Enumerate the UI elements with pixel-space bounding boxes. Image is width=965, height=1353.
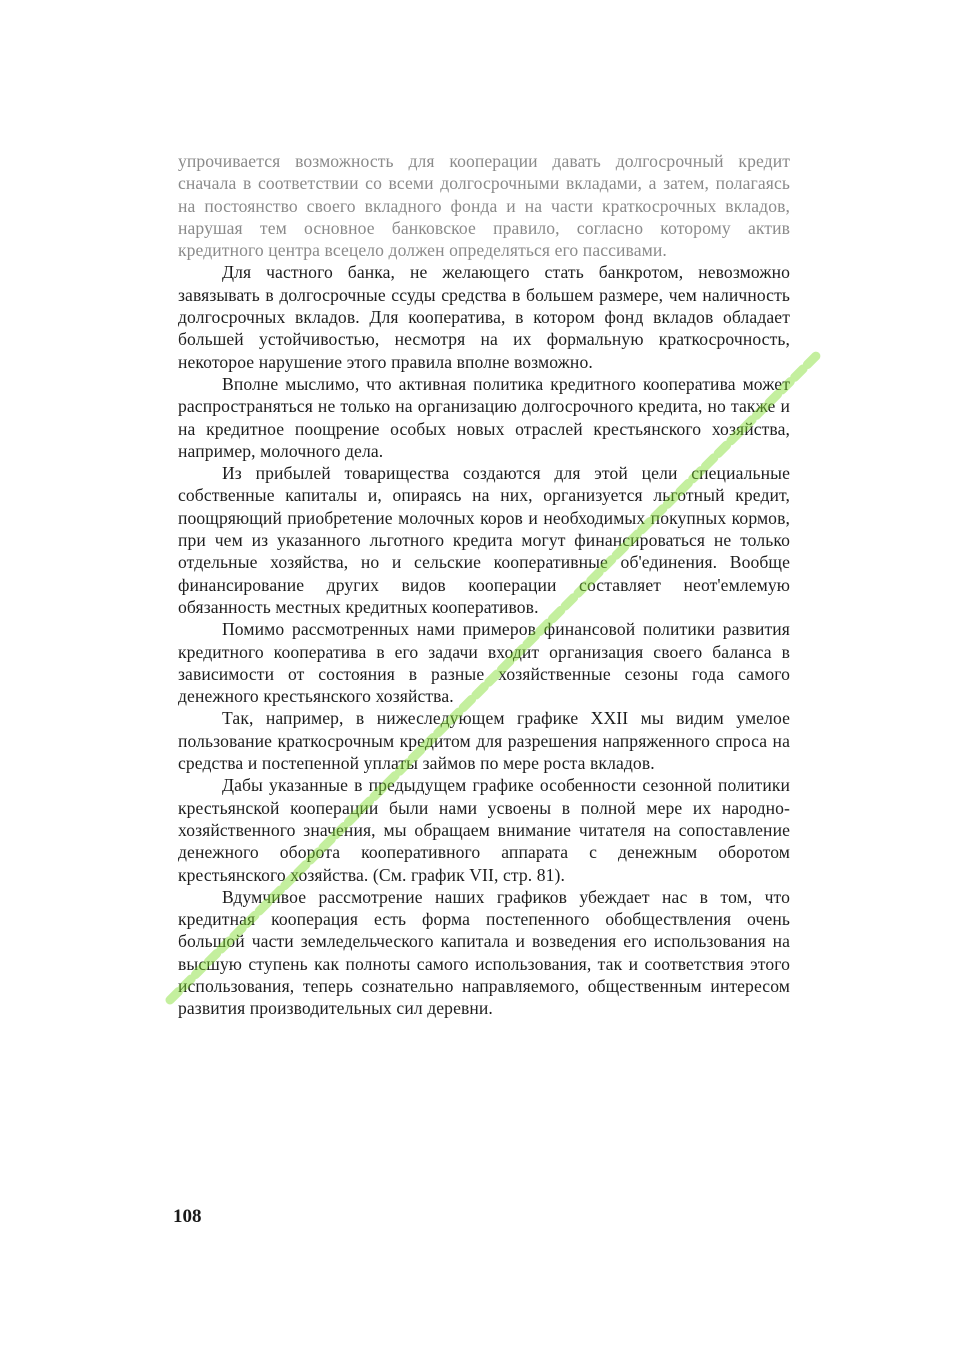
paragraph-1: упрочивается возможность для кооперации давать долгосрочный кредит сначала в соответствии со всеми долгосрочными вкладами, а затем, полагаясь на постоянство своего вкладного фонда и на части краткосрочных вкладов, нарушая тем основное банковское правило, согласно которому актив кредитного центра всецело должен определяться его пассивами.	[178, 151, 790, 261]
paragraph-2: Для частного банка, не желающего стать банкротом, невозможно завязывать в долгосрочные ссуды средства в большем размере, чем наличность долгосрочных вкладов. Для кооператива, в котором фонд вкладов обладает большей устойчивостью, несмотря на их формальную краткосрочность, некоторое нарушение этого правила вполне возможно.	[178, 262, 790, 372]
body-text	[178, 150, 790, 1020]
paragraph-8: Вдумчивое рассмотрение наших графиков убеждает нас в том, что кредитная кооперация есть форма постепенного обобществления очень большой части земледельческого капитала и возведения его использования на высшую ступень как полноты самого использования, так и соответствия этого использования, теперь сознательно направляемого, общественным интересом развития производительных сил деревни.	[178, 886, 790, 1019]
page-number: 108	[173, 1206, 202, 1227]
paragraph-5: Помимо рассмотренных нами примеров финансовой политики развития кредитного кооператива в его задачи входит организация своего баланса в зависимости от состояния в разные хозяйственные сезоны года самого денежного крестьянского хозяйства.	[178, 619, 790, 707]
paragraph-7: Дабы указанные в предыдущем графике особенности сезонной политики крестьянской кооперации были нами усвоены в полной мере их народно-хозяйственного значения, мы обращаем внимание читателя на сопоставление денежного оборота кооперативного аппарата с денежным оборотом крестьянского хозяйства. (См. график VII, стр. 81).	[178, 775, 790, 885]
paragraph-4: Из прибылей товарищества создаются для этой цели специальные собственные капиталы и, опираясь на них, организуется льготный кредит, поощряющий приобретение молочных коров и необходимых покупных кормов, при чем из указанного льготного кредита могут финансироваться не только отдельные хозяйства, но и сельские кооперативные об'единения. Вообще финансирование других видов кооперации составляет неот'емлемую обязанность местных кредитных кооперативов.	[178, 463, 790, 617]
paragraph-3: Вполне мыслимо, что активная политика кредитного кооператива может распространяться не только на организацию долгосрочного кредита, но также и на кредитное поощрение особых новых отраслей крестьянского хозяйства, например, молочного дела.	[178, 373, 790, 461]
paragraph-6: Так, например, в нижеследующем графике XXII мы видим умелое пользование краткосрочным кредитом для разрешения напряженного спроса на средства и постепенной уплаты займов по мере роста вкладов.	[178, 708, 790, 774]
